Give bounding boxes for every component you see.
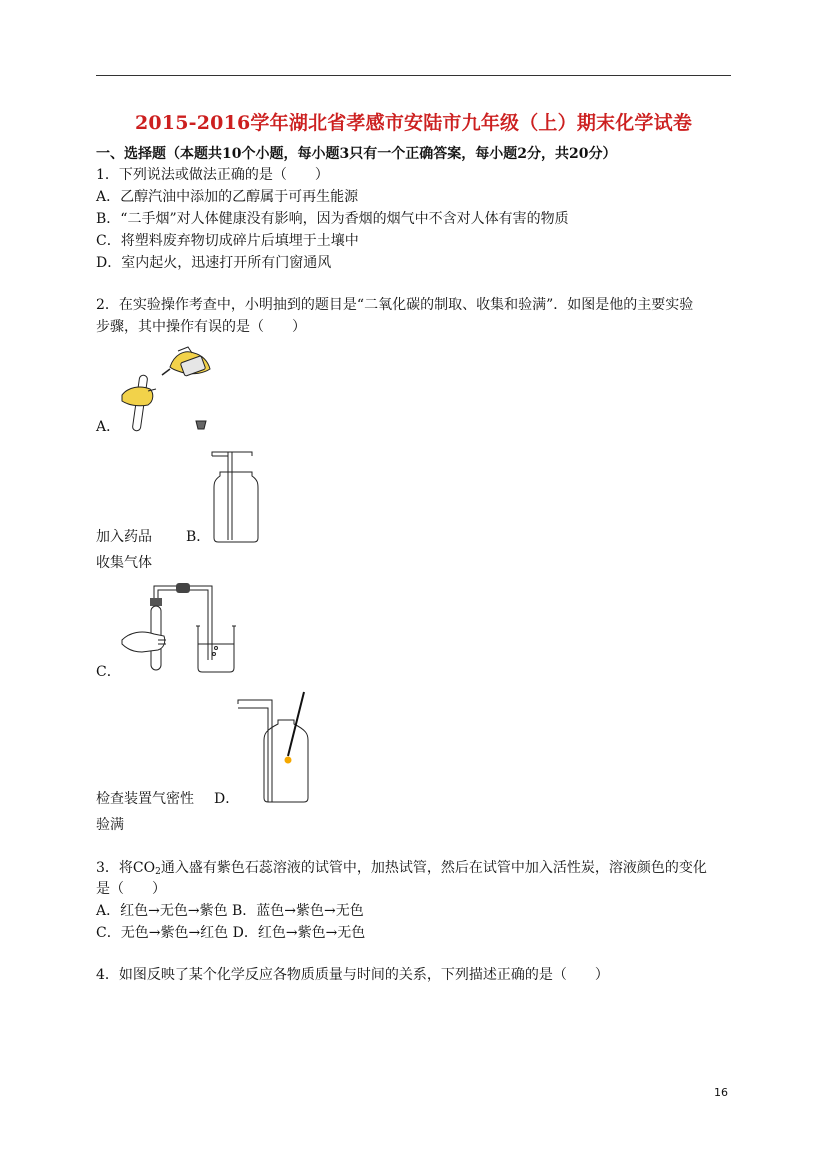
q3-options-row2: C．无色→紫色→红色 D．红色→紫色→无色 (96, 925, 366, 941)
section-header: 一、选择题（本题共10个小题，每小题3只有一个正确答案，每小题2分，共20分） (96, 146, 617, 162)
page-number: 16 (714, 1086, 728, 1099)
q2-c-letter: C． (96, 664, 121, 680)
q1-option-a: A．乙醇汽油中添加的乙醇属于可再生能源 (96, 189, 359, 205)
figure-d-check-full (232, 690, 312, 805)
q2-d-caption: 验满 (96, 817, 124, 833)
q2-c-caption: 检查装置气密性 (96, 791, 194, 807)
figure-c-airtightness-check (118, 578, 243, 678)
q2-b-letter: B． (186, 529, 211, 545)
q2-a-caption: 加入药品 (96, 529, 152, 545)
q4-stem: 4．如图反映了某个化学反应各物质质量与时间的关系，下列描述正确的是（ ） (96, 967, 609, 983)
q3-stem-line1: 3．将$CO_2$通入盛有紫色石蕊溶液的试管中，加热试管，然后在试管中加入活性炭，溶液颜色的变化 (96, 860, 707, 877)
q1-option-c: C．将塑料废弃物切成碎片后填埋于土壤中 (96, 233, 359, 249)
q1-stem: 1．下列说法或做法正确的是（ ） (96, 167, 329, 183)
q2-stem-line2: 步骤，其中操作有误的是（ ） (96, 319, 306, 335)
q1-option-b: B．“二手烟”对人体健康没有影响，因为香烟的烟气中不含对人体有害的物质 (96, 211, 569, 227)
q1-option-d: D．室内起火，迅速打开所有门窗通风 (96, 255, 332, 271)
figure-a-add-reagent (118, 345, 218, 435)
q2-stem-line1: 2．在实验操作考查中，小明抽到的题目是“二氧化碳的制取、收集和验满”．如图是他的主要实验 (96, 297, 694, 313)
q2-b-caption: 收集气体 (96, 555, 152, 571)
q3-stem-line2: 是（ ） (96, 881, 166, 897)
exam-title: 2015-2016学年湖北省孝感市安陆市九年级（上）期末化学试卷 (134, 112, 693, 134)
q3-options-row1: A．红色→无色→紫色 B．蓝色→紫色→无色 (96, 903, 364, 919)
q2-d-letter: D． (214, 791, 240, 807)
figure-b-collect-gas (204, 450, 264, 545)
q2-a-letter: A． (96, 419, 121, 435)
header-rule (96, 75, 731, 76)
